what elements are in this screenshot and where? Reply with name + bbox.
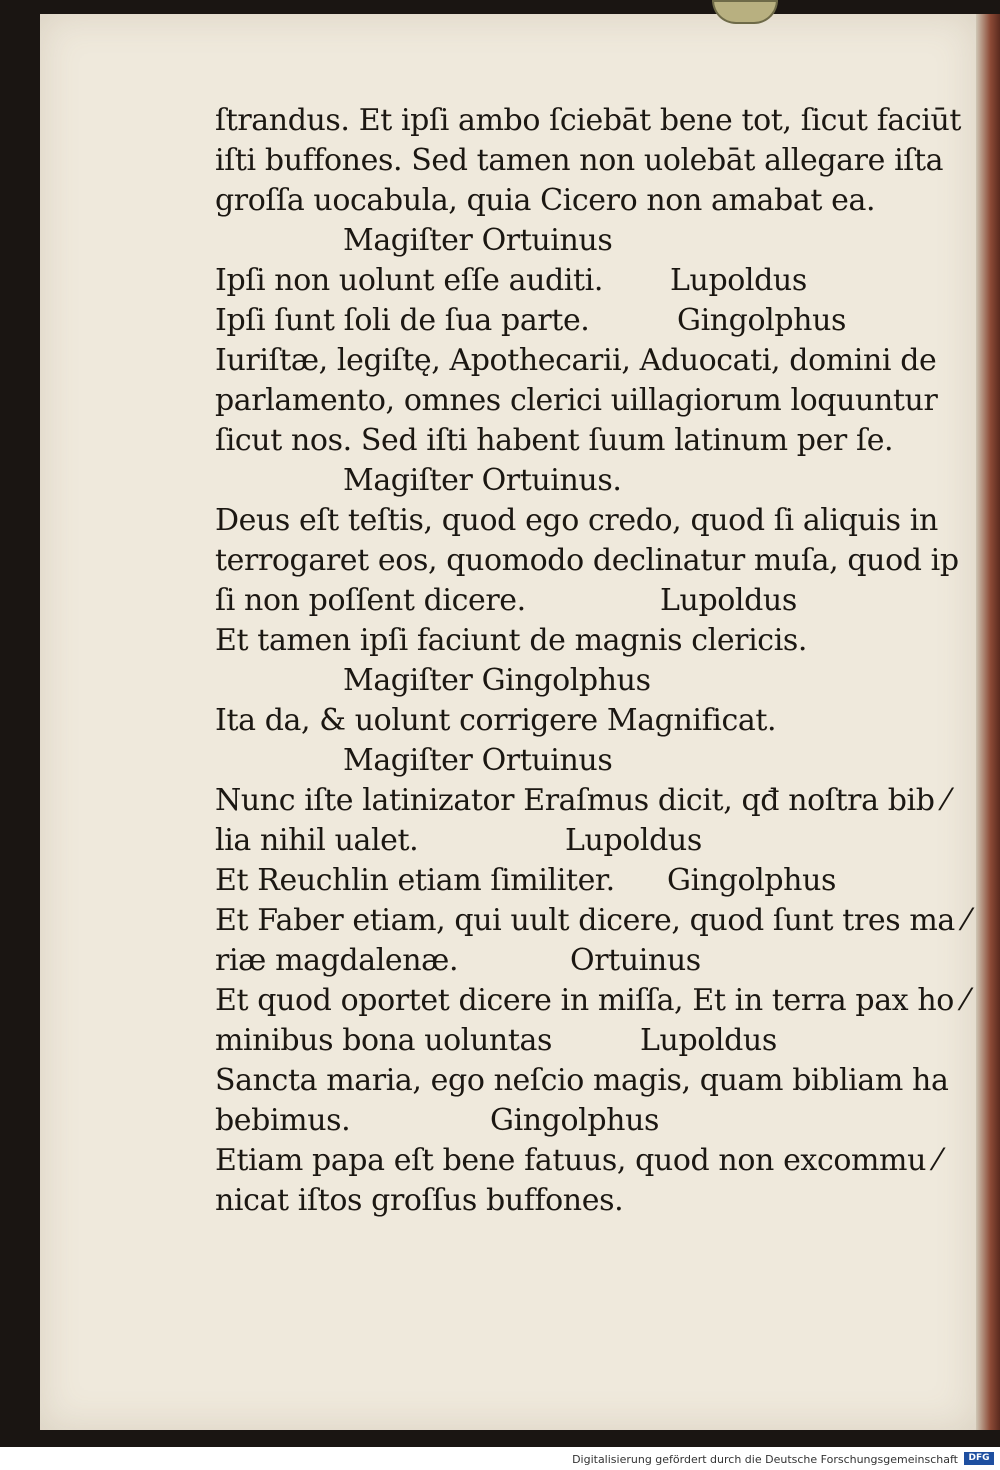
text-line [215,261,915,301]
funding-credit: Digitalisierung gefördert durch die Deutsche Forschungsgemeinschaft [572,1453,958,1466]
speaker-name: Gingolphus [667,863,836,898]
line-text: parlamento, omnes clerici uillagiorum loquuntur [215,383,938,418]
text-line [215,861,915,901]
speaker-heading [215,661,915,701]
line-text: Magiſter Ortuinus. [343,463,622,498]
text-line [215,1181,915,1221]
line-text: ſicut nos. Sed iſti habent ſuum latinum per ſe. [215,423,894,458]
line-text: Sancta maria, ego neſcio magis, quam bibliam ha [215,1063,949,1098]
speaker-heading [215,461,915,501]
text-line [215,541,959,581]
text-line [215,1101,915,1141]
speaker-name: Lupoldus [565,823,702,858]
speaker-heading [215,221,915,261]
text-line [215,901,969,941]
text-line [215,581,915,621]
text-line [215,1021,915,1061]
line-text: terrogaret eos, quomodo declinatur muſa, quod ip [215,543,959,578]
line-text: groſſa uocabula, quia Cicero non amabat ea. [215,183,876,218]
speaker-name: Ortuinus [570,943,701,978]
footer-bar [0,1447,1000,1470]
text-line [215,981,968,1021]
speaker-name: Lupoldus [640,1023,777,1058]
text-line [215,501,938,541]
line-text: ſi non poſſent dicere. [215,583,526,618]
text-line [215,301,915,341]
text-line [215,341,937,381]
text-line [215,381,938,421]
line-text: Et tamen ipſi faciunt de magnis clericis. [215,623,808,658]
line-text: iſti buffones. Sed tamen non uolebāt allegare iſta [215,143,944,178]
dfg-logo: DFG [964,1452,994,1465]
text-line [215,181,915,221]
line-text: bebimus. [215,1103,351,1138]
text-line [215,421,915,461]
line-text: riæ magdalenæ. [215,943,459,978]
text-line [215,141,944,181]
text-line [215,621,915,661]
text-line [215,701,915,741]
line-text: Etiam papa eſt bene fatuus, quod non excommu ⁄ [215,1143,940,1178]
line-text: lia nihil ualet. [215,823,419,858]
line-text: Magiſter Gingolphus [343,663,651,698]
text-line [215,781,949,821]
line-text: Ipſi non uolunt eſſe auditi. [215,263,603,298]
printed-text-block [215,101,969,1221]
line-text: Ita da, & uolunt corrigere Magnificat. [215,703,777,738]
speaker-name: Gingolphus [677,303,846,338]
line-text: Magiſter Ortuinus [343,743,613,778]
line-text: nicat iſtos groſſus buffones. [215,1183,624,1218]
text-line [215,1061,949,1101]
line-text: Magiſter Ortuinus [343,223,613,258]
speaker-name: Lupoldus [670,263,807,298]
line-text: minibus bona uoluntas [215,1023,552,1058]
page-edge [976,14,1000,1430]
text-line [215,941,915,981]
text-line [215,821,915,861]
line-text: Ipſi ſunt ſoli de ſua parte. [215,303,590,338]
line-text: Et Reuchlin etiam ſimiliter. [215,863,615,898]
line-text: Nunc iſte latinizator Eraſmus dicit, qđ noſtra bib ⁄ [215,783,949,818]
text-line [215,101,962,141]
speaker-heading [215,741,915,781]
line-text: ſtrandus. Et ipſi ambo ſciebāt bene tot, ſicut faciūt [215,103,962,138]
speaker-name: Lupoldus [660,583,797,618]
speaker-name: Gingolphus [490,1103,659,1138]
text-line [215,1141,940,1181]
line-text: Iuriſtæ, legiſtę, Apothecarii, Aduocati, domini de [215,343,937,378]
line-text: Et Faber etiam, qui uult dicere, quod ſunt tres ma ⁄ [215,903,969,938]
line-text: Deus eſt teſtis, quod ego credo, quod ſi aliquis in [215,503,938,538]
line-text: Et quod oportet dicere in miſſa, Et in terra pax ho ⁄ [215,983,968,1018]
